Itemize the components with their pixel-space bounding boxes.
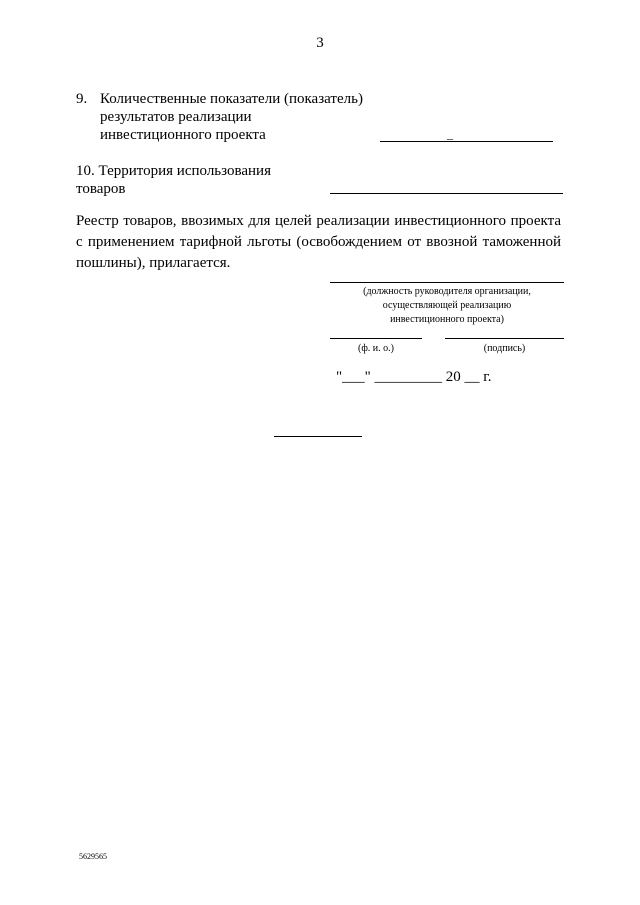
registry-paragraph-line-1: Реестр товаров, ввозимых для целей реализации инвестиционного проекта <box>76 213 561 229</box>
signature-field-line <box>445 338 564 339</box>
item-10-label-line-2: товаров <box>76 181 126 197</box>
item-9-field-value: _ <box>447 127 453 141</box>
page-number: 3 <box>316 35 324 51</box>
name-field-line <box>330 338 422 339</box>
closing-rule <box>274 436 362 437</box>
name-caption: (ф. и. о.) <box>358 343 394 354</box>
signature-caption: (подпись) <box>483 343 526 354</box>
item-9-field-line <box>380 141 553 142</box>
date-line: "___" _________ 20 __ г. <box>336 369 492 385</box>
item-10-field-line <box>330 193 563 194</box>
item-10-label-line-1: 10. Территория использования <box>76 163 271 179</box>
position-caption-line-1: (должность руководителя организации, <box>363 286 531 297</box>
registry-paragraph-line-3: пошлины), прилагается. <box>76 255 231 271</box>
document-code: 5629565 <box>79 852 107 861</box>
item-9-label-line-2: результатов реализации <box>100 109 252 125</box>
registry-paragraph-line-2: с применением тарифной льготы (освобождением от ввозной таможенной <box>76 234 561 250</box>
registry-paragraph <box>76 211 561 274</box>
position-field-line <box>330 282 564 283</box>
position-caption-line-2: осуществляющей реализацию <box>382 300 512 311</box>
item-9-label-line-3: инвестиционного проекта <box>100 127 266 143</box>
position-caption-line-3: инвестиционного проекта) <box>390 314 504 325</box>
item-9-number: 9. <box>76 91 88 107</box>
item-9-label-line-1: Количественные показатели (показатель) <box>100 91 363 107</box>
